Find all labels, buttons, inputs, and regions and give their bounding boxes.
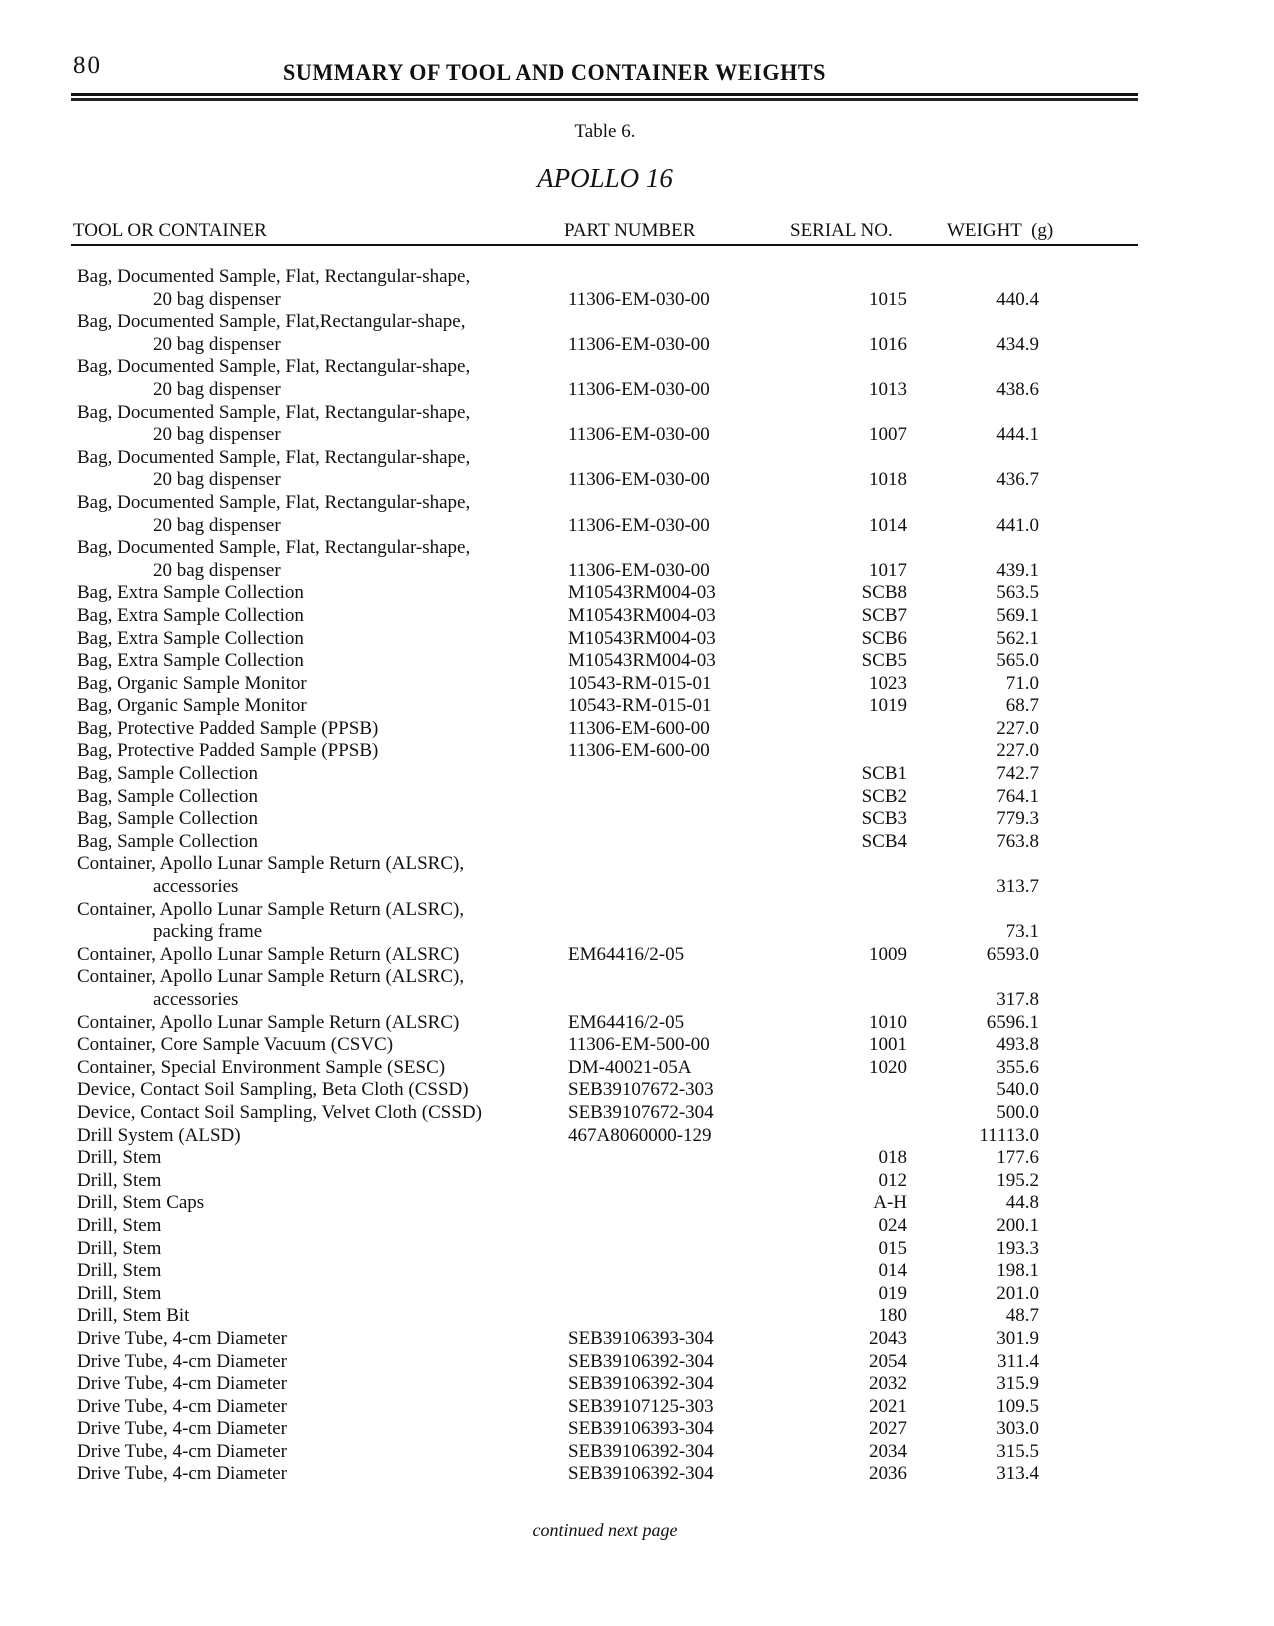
table-row — [77, 740, 1117, 763]
weight-cell: 313.4 — [996, 1463, 1039, 1485]
weight-cell: 311.4 — [996, 1350, 1039, 1372]
weight-cell: 436.7 — [996, 469, 1039, 491]
table-title: APOLLO 16 — [537, 163, 673, 193]
serial-number-cell: SCB8 — [861, 582, 907, 604]
table-row — [77, 1373, 1117, 1396]
tool-name: Bag, Organic Sample Monitor — [77, 695, 307, 717]
serial-number-cell: 1016 — [869, 333, 907, 355]
serial-number-cell: 019 — [878, 1282, 907, 1304]
tool-name: Drill, Stem — [77, 1260, 162, 1282]
continued-note: continued next page — [532, 1520, 678, 1540]
weight-cell: 195.2 — [996, 1169, 1039, 1191]
part-number-cell: M10543RM004-03 — [568, 582, 716, 604]
weight-cell: 500.0 — [996, 1101, 1039, 1123]
tool-name: Bag, Sample Collection — [77, 785, 259, 807]
part-number-cell: EM64416/2-05 — [568, 943, 685, 965]
table-row — [77, 1125, 1117, 1148]
weights-table — [77, 266, 1117, 1486]
tool-name: Drill, Stem Caps — [77, 1192, 205, 1214]
weight-cell: 177.6 — [996, 1147, 1039, 1169]
serial-number-cell: A-H — [873, 1192, 907, 1214]
serial-number-cell: SCB6 — [861, 627, 907, 649]
tool-name-continuation: accessories — [153, 876, 239, 898]
weight-cell: 6596.1 — [986, 1011, 1039, 1033]
tool-name-continuation: 20 bag dispenser — [153, 378, 281, 400]
tool-name-continuation: 20 bag dispenser — [153, 514, 281, 536]
serial-number-cell: SCB7 — [861, 604, 907, 626]
table-row — [77, 763, 1117, 786]
weight-cell: 438.6 — [996, 378, 1039, 400]
part-number-cell: M10543RM004-03 — [568, 604, 716, 626]
table-row — [77, 1283, 1117, 1306]
tool-name: Drill, Stem Bit — [77, 1305, 190, 1327]
part-number-cell: SEB39106393-304 — [568, 1418, 714, 1440]
part-number-cell: 11306-EM-030-00 — [568, 559, 710, 581]
table-row — [77, 537, 1117, 582]
serial-number-cell: 1010 — [869, 1011, 907, 1033]
tool-name: Container, Apollo Lunar Sample Return (ALSRC) — [77, 943, 460, 965]
table-row — [77, 966, 1117, 1011]
part-number-cell: 11306-EM-030-00 — [568, 424, 710, 446]
weight-cell: 313.7 — [996, 876, 1039, 898]
table-row — [77, 786, 1117, 809]
weight-cell: 439.1 — [996, 559, 1039, 581]
running-title: SUMMARY OF TOOL AND CONTAINER WEIGHTS — [283, 60, 826, 85]
weight-cell: 227.0 — [996, 717, 1039, 739]
header-rule-secondary — [71, 98, 1138, 101]
table-row — [77, 582, 1117, 605]
table-row — [77, 1192, 1117, 1215]
weight-cell: 569.1 — [996, 604, 1039, 626]
weight-cell: 303.0 — [996, 1418, 1039, 1440]
serial-number-cell: 2021 — [869, 1395, 907, 1417]
weight-cell: 763.8 — [996, 830, 1039, 852]
column-header-part: PART NUMBER — [564, 220, 696, 241]
weight-cell: 565.0 — [996, 650, 1039, 672]
weight-cell: 200.1 — [996, 1214, 1039, 1236]
serial-number-cell: 1015 — [869, 288, 907, 310]
part-number-cell: SEB39107672-304 — [568, 1101, 714, 1123]
weight-cell: 742.7 — [996, 763, 1039, 785]
serial-number-cell: 1001 — [869, 1034, 907, 1056]
table-row — [77, 492, 1117, 537]
weight-cell: 301.9 — [996, 1327, 1039, 1349]
tool-name: Bag, Documented Sample, Flat, Rectangular-shape, — [77, 491, 471, 513]
weight-cell: 6593.0 — [986, 943, 1039, 965]
tool-name: Container, Special Environment Sample (SESC) — [77, 1056, 446, 1078]
tool-name: Bag, Extra Sample Collection — [77, 650, 304, 672]
tool-name: Bag, Protective Padded Sample (PPSB) — [77, 717, 379, 739]
tool-name: Bag, Documented Sample, Flat, Rectangular-shape, — [77, 266, 471, 287]
tool-name-continuation: 20 bag dispenser — [153, 559, 281, 581]
table-row — [77, 402, 1117, 447]
column-header-rule — [71, 244, 1138, 246]
part-number-cell: 11306-EM-030-00 — [568, 514, 710, 536]
tool-name: Bag, Sample Collection — [77, 830, 259, 852]
table-row — [77, 1057, 1117, 1080]
weight-cell: 11113.0 — [979, 1124, 1039, 1146]
part-number-cell: 11306-EM-030-00 — [568, 333, 710, 355]
tool-name: Bag, Sample Collection — [77, 763, 259, 785]
tool-name: Bag, Documented Sample, Flat, Rectangular-shape, — [77, 356, 471, 378]
table-row — [77, 1418, 1117, 1441]
table-row — [77, 808, 1117, 831]
table-row — [77, 1238, 1117, 1261]
serial-number-cell: 2036 — [869, 1463, 907, 1485]
weight-cell: 317.8 — [996, 989, 1039, 1010]
serial-number-cell: 014 — [878, 1260, 907, 1282]
serial-number-cell: 2054 — [869, 1350, 907, 1372]
weight-cell: 562.1 — [996, 627, 1039, 649]
tool-name: Container, Apollo Lunar Sample Return (ALSRC), — [77, 966, 465, 988]
part-number-cell: EM64416/2-05 — [568, 1011, 685, 1033]
table-row — [77, 311, 1117, 356]
table-row — [77, 1012, 1117, 1035]
table-row — [77, 1102, 1117, 1125]
tool-name: Drive Tube, 4-cm Diameter — [77, 1327, 288, 1349]
serial-number-cell: SCB3 — [861, 808, 907, 830]
part-number-cell: SEB39106393-304 — [568, 1327, 714, 1349]
serial-number-cell: SCB1 — [861, 763, 907, 785]
weight-cell: 201.0 — [996, 1282, 1039, 1304]
serial-number-cell: SCB4 — [861, 830, 907, 852]
table-row — [77, 1147, 1117, 1170]
weight-cell: 441.0 — [996, 514, 1039, 536]
tool-name: Drill, Stem — [77, 1147, 162, 1169]
weight-cell: 71.0 — [1005, 672, 1039, 694]
serial-number-cell: 2032 — [869, 1373, 907, 1395]
part-number-cell: 11306-EM-600-00 — [568, 740, 710, 762]
header-rule — [71, 93, 1138, 96]
weight-cell: 440.4 — [996, 288, 1039, 310]
table-row — [77, 1441, 1117, 1464]
tool-name: Drill System (ALSD) — [77, 1124, 241, 1146]
part-number-cell: 11306-EM-030-00 — [568, 288, 710, 310]
table-row — [77, 356, 1117, 401]
serial-number-cell: 1009 — [869, 943, 907, 965]
serial-number-cell: 1007 — [869, 424, 907, 446]
table-row — [77, 853, 1117, 898]
tool-name: Container, Apollo Lunar Sample Return (ALSRC), — [77, 898, 465, 920]
tool-name: Bag, Documented Sample, Flat, Rectangular-shape, — [77, 537, 471, 559]
serial-number-cell: 1020 — [869, 1056, 907, 1078]
part-number-cell: SEB39106392-304 — [568, 1350, 714, 1372]
weight-cell: 68.7 — [1005, 695, 1039, 717]
tool-name: Drive Tube, 4-cm Diameter — [77, 1395, 288, 1417]
serial-number-cell: 015 — [878, 1237, 907, 1259]
serial-number-cell: 024 — [878, 1214, 907, 1236]
table-row — [77, 1079, 1117, 1102]
weight-cell: 198.1 — [996, 1260, 1039, 1282]
tool-name: Drive Tube, 4-cm Diameter — [77, 1440, 288, 1462]
part-number-cell: SEB39106392-304 — [568, 1373, 714, 1395]
table-row — [77, 447, 1117, 492]
tool-name: Drill, Stem — [77, 1214, 162, 1236]
serial-number-cell: 1013 — [869, 378, 907, 400]
column-header-weight: WEIGHT (g) — [947, 220, 1054, 241]
table-row — [77, 628, 1117, 651]
table-row — [77, 1328, 1117, 1351]
table-row — [77, 605, 1117, 628]
tool-name-continuation: 20 bag dispenser — [153, 333, 281, 355]
table-row — [77, 1305, 1117, 1328]
part-number-cell: 11306-EM-500-00 — [568, 1034, 710, 1056]
table-row — [77, 1351, 1117, 1374]
table-row — [77, 695, 1117, 718]
table-row — [77, 831, 1117, 854]
weight-cell: 764.1 — [996, 785, 1039, 807]
tool-name: Drive Tube, 4-cm Diameter — [77, 1373, 288, 1395]
part-number-cell: M10543RM004-03 — [568, 627, 716, 649]
tool-name: Bag, Documented Sample, Flat,Rectangular-shape, — [77, 311, 466, 333]
serial-number-cell: 1014 — [869, 514, 907, 536]
part-number-cell: 10543-RM-015-01 — [568, 695, 712, 717]
tool-name: Bag, Extra Sample Collection — [77, 582, 304, 604]
weight-cell: 109.5 — [996, 1395, 1039, 1417]
tool-name: Bag, Documented Sample, Flat, Rectangular-shape, — [77, 401, 471, 423]
serial-number-cell: 1023 — [869, 672, 907, 694]
part-number-cell: 10543-RM-015-01 — [568, 672, 712, 694]
tool-name: Drive Tube, 4-cm Diameter — [77, 1418, 288, 1440]
table-caption: Table 6. — [574, 121, 636, 142]
table-row — [77, 1260, 1117, 1283]
table-row — [77, 650, 1117, 673]
table-row — [77, 944, 1117, 967]
serial-number-cell: 1017 — [869, 559, 907, 581]
table-row — [77, 1463, 1117, 1486]
weight-cell: 434.9 — [996, 333, 1039, 355]
tool-name-continuation: 20 bag dispenser — [153, 288, 281, 310]
serial-number-cell: 2027 — [869, 1418, 907, 1440]
tool-name: Bag, Sample Collection — [77, 808, 259, 830]
tool-name-continuation: packing frame — [153, 921, 263, 943]
weight-cell: 48.7 — [1005, 1305, 1039, 1327]
tool-name: Bag, Extra Sample Collection — [77, 627, 304, 649]
weight-cell: 227.0 — [996, 740, 1039, 762]
part-number-cell: 467A8060000-129 — [568, 1124, 712, 1146]
tool-name: Bag, Protective Padded Sample (PPSB) — [77, 740, 379, 762]
weight-cell: 315.9 — [996, 1373, 1039, 1395]
table-row — [77, 1034, 1117, 1057]
part-number-cell: 11306-EM-030-00 — [568, 378, 710, 400]
weight-cell: 355.6 — [996, 1056, 1039, 1078]
tool-name-continuation: accessories — [153, 989, 239, 1010]
table-row — [77, 1215, 1117, 1238]
part-number-cell: 11306-EM-030-00 — [568, 469, 710, 491]
tool-name: Drill, Stem — [77, 1169, 162, 1191]
weight-cell: 193.3 — [996, 1237, 1039, 1259]
weight-cell: 73.1 — [1005, 921, 1039, 943]
weight-cell: 540.0 — [996, 1079, 1039, 1101]
tool-name: Container, Apollo Lunar Sample Return (ALSRC) — [77, 1011, 460, 1033]
tool-name: Device, Contact Soil Sampling, Velvet Cloth (CSSD) — [77, 1101, 482, 1123]
weight-cell: 315.5 — [996, 1440, 1039, 1462]
tool-name: Bag, Documented Sample, Flat, Rectangular-shape, — [77, 446, 471, 468]
weight-cell: 493.8 — [996, 1034, 1039, 1056]
serial-number-cell: 1019 — [869, 695, 907, 717]
part-number-cell: SEB39106392-304 — [568, 1463, 714, 1485]
weight-cell: 779.3 — [996, 808, 1039, 830]
tool-name: Container, Apollo Lunar Sample Return (ALSRC), — [77, 853, 465, 875]
weight-cell: 44.8 — [1005, 1192, 1039, 1214]
part-number-cell: SEB39107672-303 — [568, 1079, 714, 1101]
part-number-cell: M10543RM004-03 — [568, 650, 716, 672]
page-number: 80 — [73, 52, 102, 79]
tool-name: Container, Core Sample Vacuum (CSVC) — [77, 1034, 394, 1056]
table-row — [77, 1170, 1117, 1193]
table-row — [77, 1396, 1117, 1419]
serial-number-cell: SCB5 — [861, 650, 907, 672]
part-number-cell: DM-40021-05A — [568, 1056, 692, 1078]
tool-name: Drill, Stem — [77, 1282, 162, 1304]
serial-number-cell: 1018 — [869, 469, 907, 491]
table-row — [77, 899, 1117, 944]
tool-name: Drill, Stem — [77, 1237, 162, 1259]
tool-name-continuation: 20 bag dispenser — [153, 469, 281, 491]
weight-cell: 563.5 — [996, 582, 1039, 604]
tool-name: Bag, Extra Sample Collection — [77, 604, 304, 626]
part-number-cell: SEB39107125-303 — [568, 1395, 714, 1417]
serial-number-cell: 180 — [878, 1305, 907, 1327]
table-row — [77, 673, 1117, 696]
tool-name: Bag, Organic Sample Monitor — [77, 672, 307, 694]
part-number-cell: SEB39106392-304 — [568, 1440, 714, 1462]
column-header-serial: SERIAL NO. — [790, 220, 893, 241]
column-header-tool: TOOL OR CONTAINER — [73, 220, 267, 241]
tool-name: Device, Contact Soil Sampling, Beta Cloth (CSSD) — [77, 1079, 469, 1101]
part-number-cell: 11306-EM-600-00 — [568, 717, 710, 739]
tool-name-continuation: 20 bag dispenser — [153, 424, 281, 446]
table-row — [77, 266, 1117, 311]
tool-name: Drive Tube, 4-cm Diameter — [77, 1350, 288, 1372]
weight-cell: 444.1 — [996, 424, 1039, 446]
serial-number-cell: 2043 — [869, 1327, 907, 1349]
serial-number-cell: SCB2 — [861, 785, 907, 807]
serial-number-cell: 2034 — [869, 1440, 907, 1462]
serial-number-cell: 018 — [878, 1147, 907, 1169]
serial-number-cell: 012 — [878, 1169, 907, 1191]
tool-name: Drive Tube, 4-cm Diameter — [77, 1463, 288, 1485]
table-row — [77, 718, 1117, 741]
